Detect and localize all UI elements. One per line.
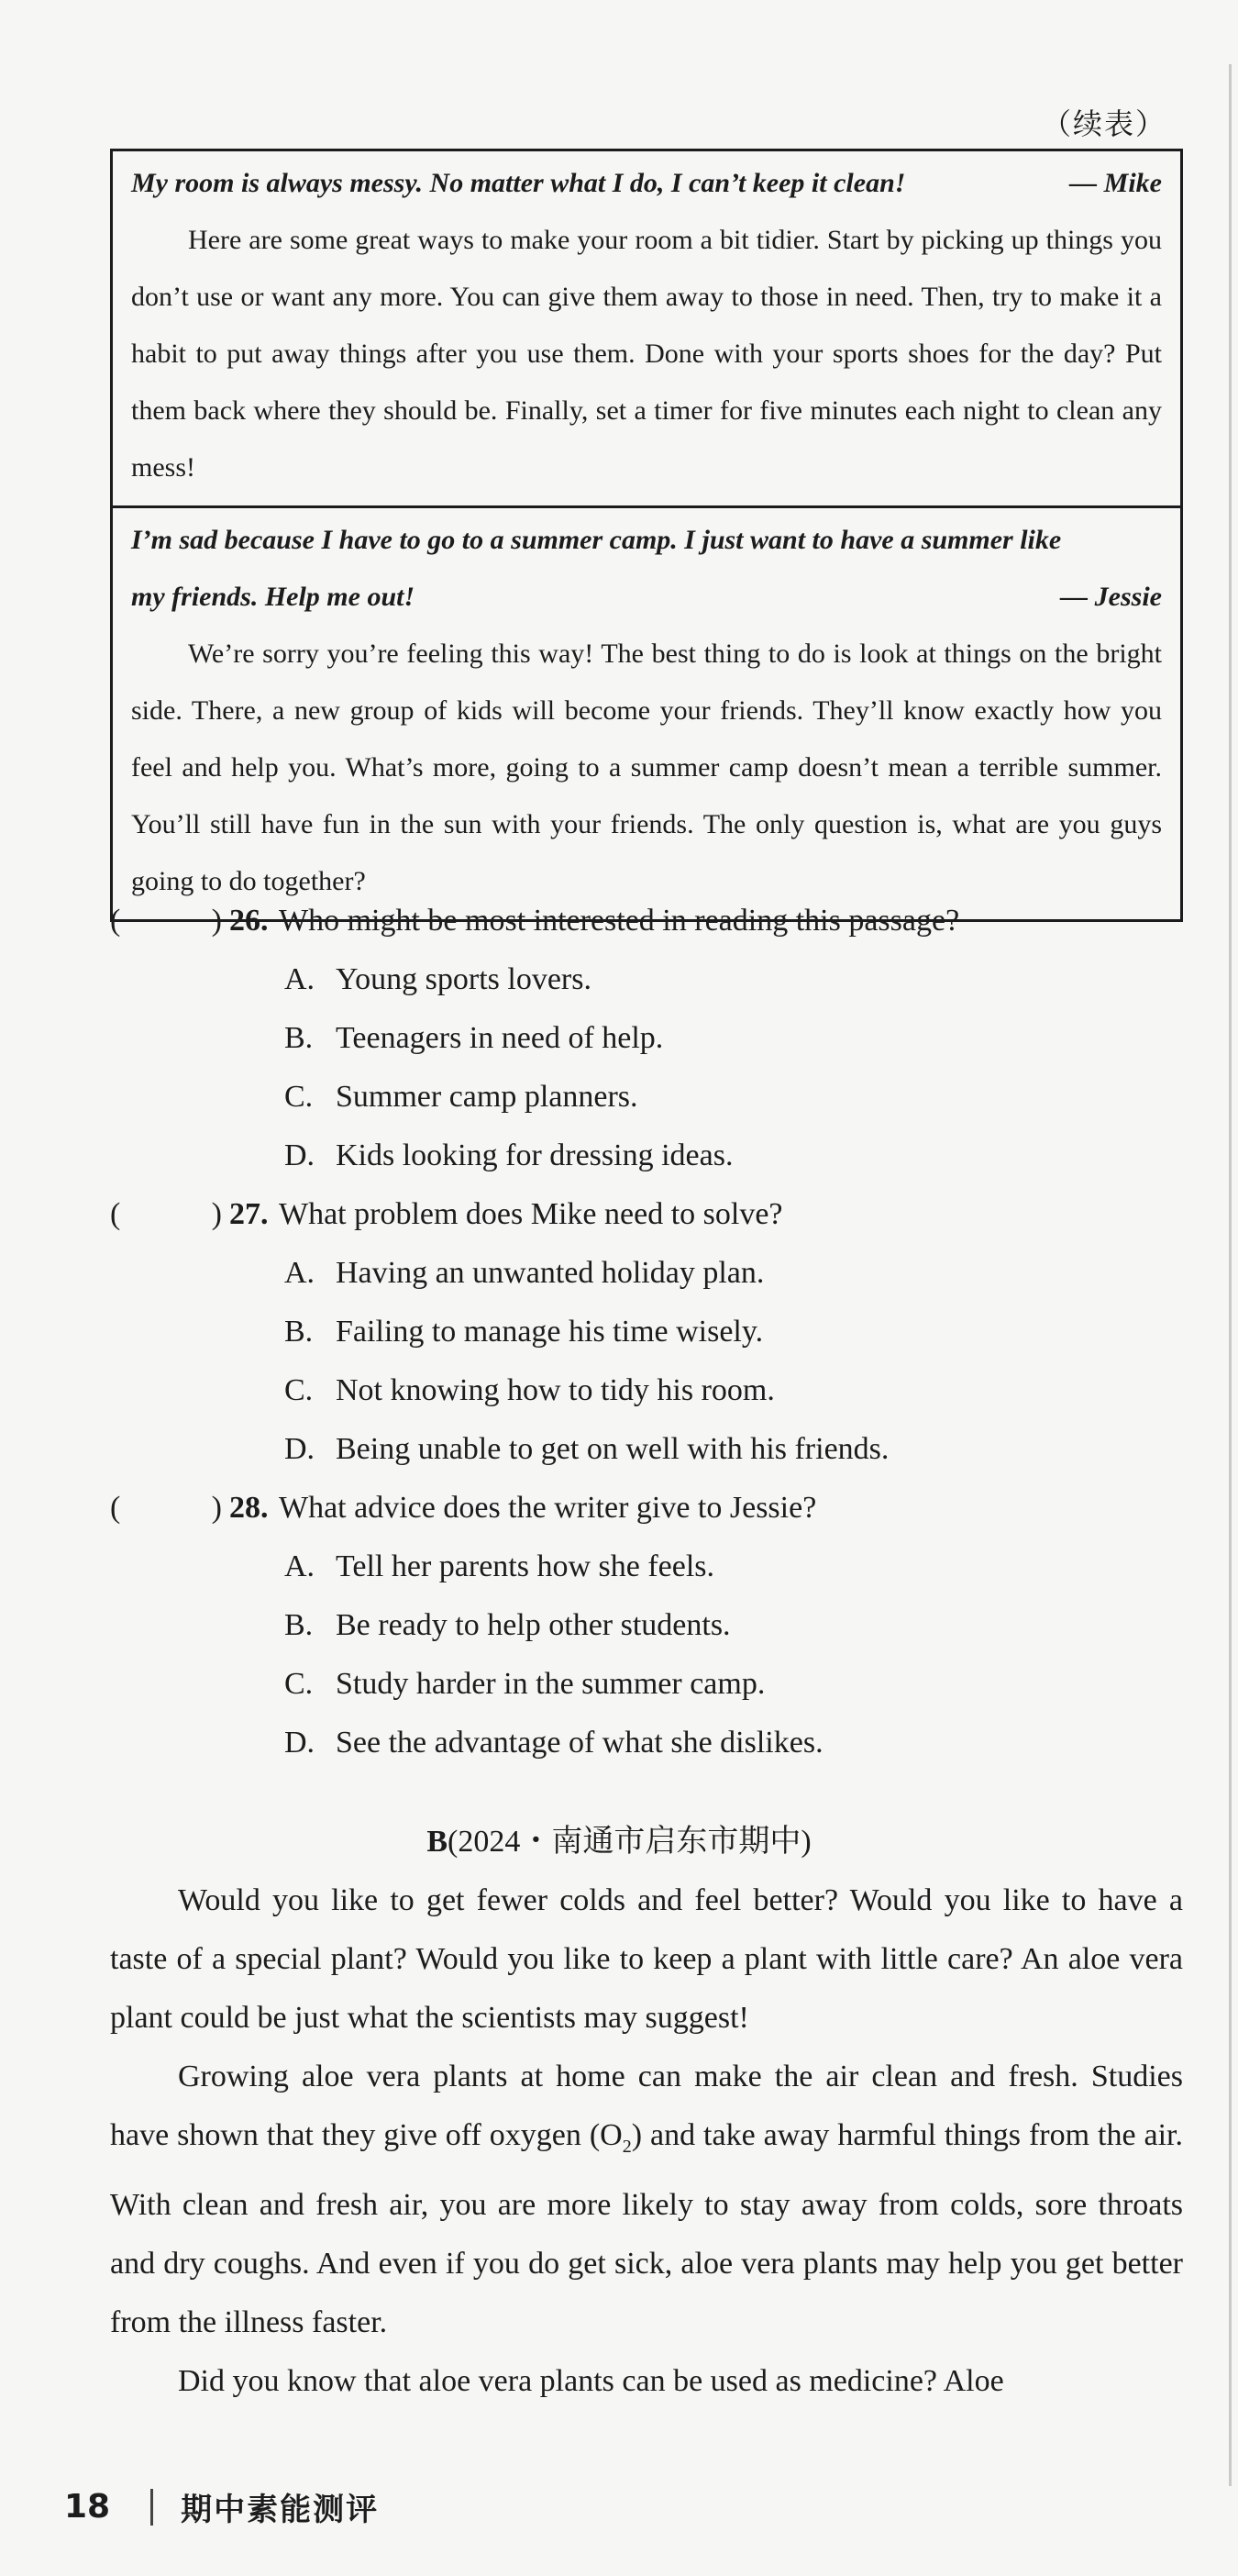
footer-title: 期中素能测评 [181, 2492, 380, 2528]
question-26 [110, 892, 1201, 1185]
letter-cell-mike [113, 151, 1180, 505]
option-a: A. Tell her parents how she feels. [284, 1549, 715, 1583]
question-27 [110, 1185, 1201, 1479]
letter-cell-jessie [113, 505, 1180, 919]
answer-blank[interactable]: ( ) [110, 1197, 222, 1231]
page-edge-rule [1229, 64, 1232, 2486]
option-d: D. See the advantage of what she dislikes. [284, 1726, 823, 1760]
subscript: 2 [622, 2136, 632, 2157]
question-number: 27. [229, 1197, 269, 1231]
reading-passage-b [110, 1871, 1183, 2411]
passage-paragraph: Did you know that aloe vera plants can be used as medicine? Aloe [178, 2363, 1004, 2398]
question-number: 26. [229, 904, 269, 938]
passage-paragraph: Growing aloe vera plants at home can make the air clean and fresh. Studies have shown that they give off oxygen $(O_2)$ and take away harmful things from the air. With clean and fresh air, you are more likely to stay away from colds, sore throats and dry coughs. And even if you do get sick, aloe vera plants may help you get better from the illness faster. [110, 2060, 1184, 2339]
question-28 [110, 1479, 1201, 1772]
continued-label: （续表） [1041, 107, 1166, 140]
option-b: B. Be ready to help other students. [284, 1608, 731, 1642]
question-text: What advice does the writer give to Jessie? [279, 1491, 817, 1525]
option-b: B. Teenagers in need of help. [284, 1021, 664, 1055]
question-text: I’m sad because I have to go to a summer camp. I just want to have a summer like [131, 525, 1062, 555]
option-d: D. Being unable to get on well with his friends. [284, 1432, 890, 1466]
letter-signature: — Mike [1069, 168, 1162, 198]
letter-answer: We’re sorry you’re feeling this way! The best thing to do is look at things on the bright side. There, a new group of kids will become your friends. They’ll know exactly how you feel and help you. What’s more, going to a summer camp doesn’t mean a terrible summer. You’ll still have fun in the sun with your friends. The only question is, what are you guys going to do together? [131, 638, 1162, 896]
answer-blank[interactable]: ( ) [110, 1491, 222, 1525]
passage-paragraph: Would you like to get fewer colds and feel better? Would you like to have a taste of a special plant? Would you like to keep a plant with little care? An aloe vera plant could be just what the scientists may suggest! [110, 1883, 1183, 2035]
option-c: C. Not knowing how to tidy his room. [284, 1373, 775, 1407]
option-a: A. Young sports lovers. [284, 962, 591, 996]
option-d: D. Kids looking for dressing ideas. [284, 1138, 734, 1172]
question-text: What problem does Mike need to solve? [279, 1197, 783, 1231]
letter-signature: — Jessie [1060, 582, 1162, 612]
option-a: A. Having an unwanted holiday plan. [284, 1256, 765, 1290]
section-b-heading [0, 1813, 1238, 1871]
question-number: 28. [229, 1491, 269, 1525]
option-c: C. Summer camp planners. [284, 1080, 638, 1114]
page-footer [64, 2484, 379, 2529]
question-text: my friends. Help me out! [131, 582, 415, 612]
footer-divider [150, 2489, 153, 2526]
section-source: (2024・南通市启东市期中) [448, 1825, 812, 1859]
page-number: 18 [64, 2488, 111, 2526]
section-letter: B [426, 1825, 448, 1859]
question-text: Who might be most interested in reading this passage? [279, 904, 960, 938]
option-c: C. Study harder in the summer camp. [284, 1667, 766, 1701]
letter-question [131, 155, 1162, 212]
letter-question [131, 512, 1162, 626]
question-text: My room is always messy. No matter what I do, I can’t keep it clean! [131, 168, 906, 198]
letters-table [110, 149, 1183, 922]
letter-answer: Here are some great ways to make your room a bit tidier. Start by picking up things you don’t use or want any more. You can give them away to those in need. Then, try to make it a habit to put away things after you use them. Done with your sports shoes for the day? Put them back where they should be. Finally, set a timer for five minutes each night to clean any mess! [131, 225, 1162, 483]
option-b: B. Failing to manage his time wisely. [284, 1315, 764, 1349]
answer-blank[interactable]: ( ) [110, 904, 222, 938]
